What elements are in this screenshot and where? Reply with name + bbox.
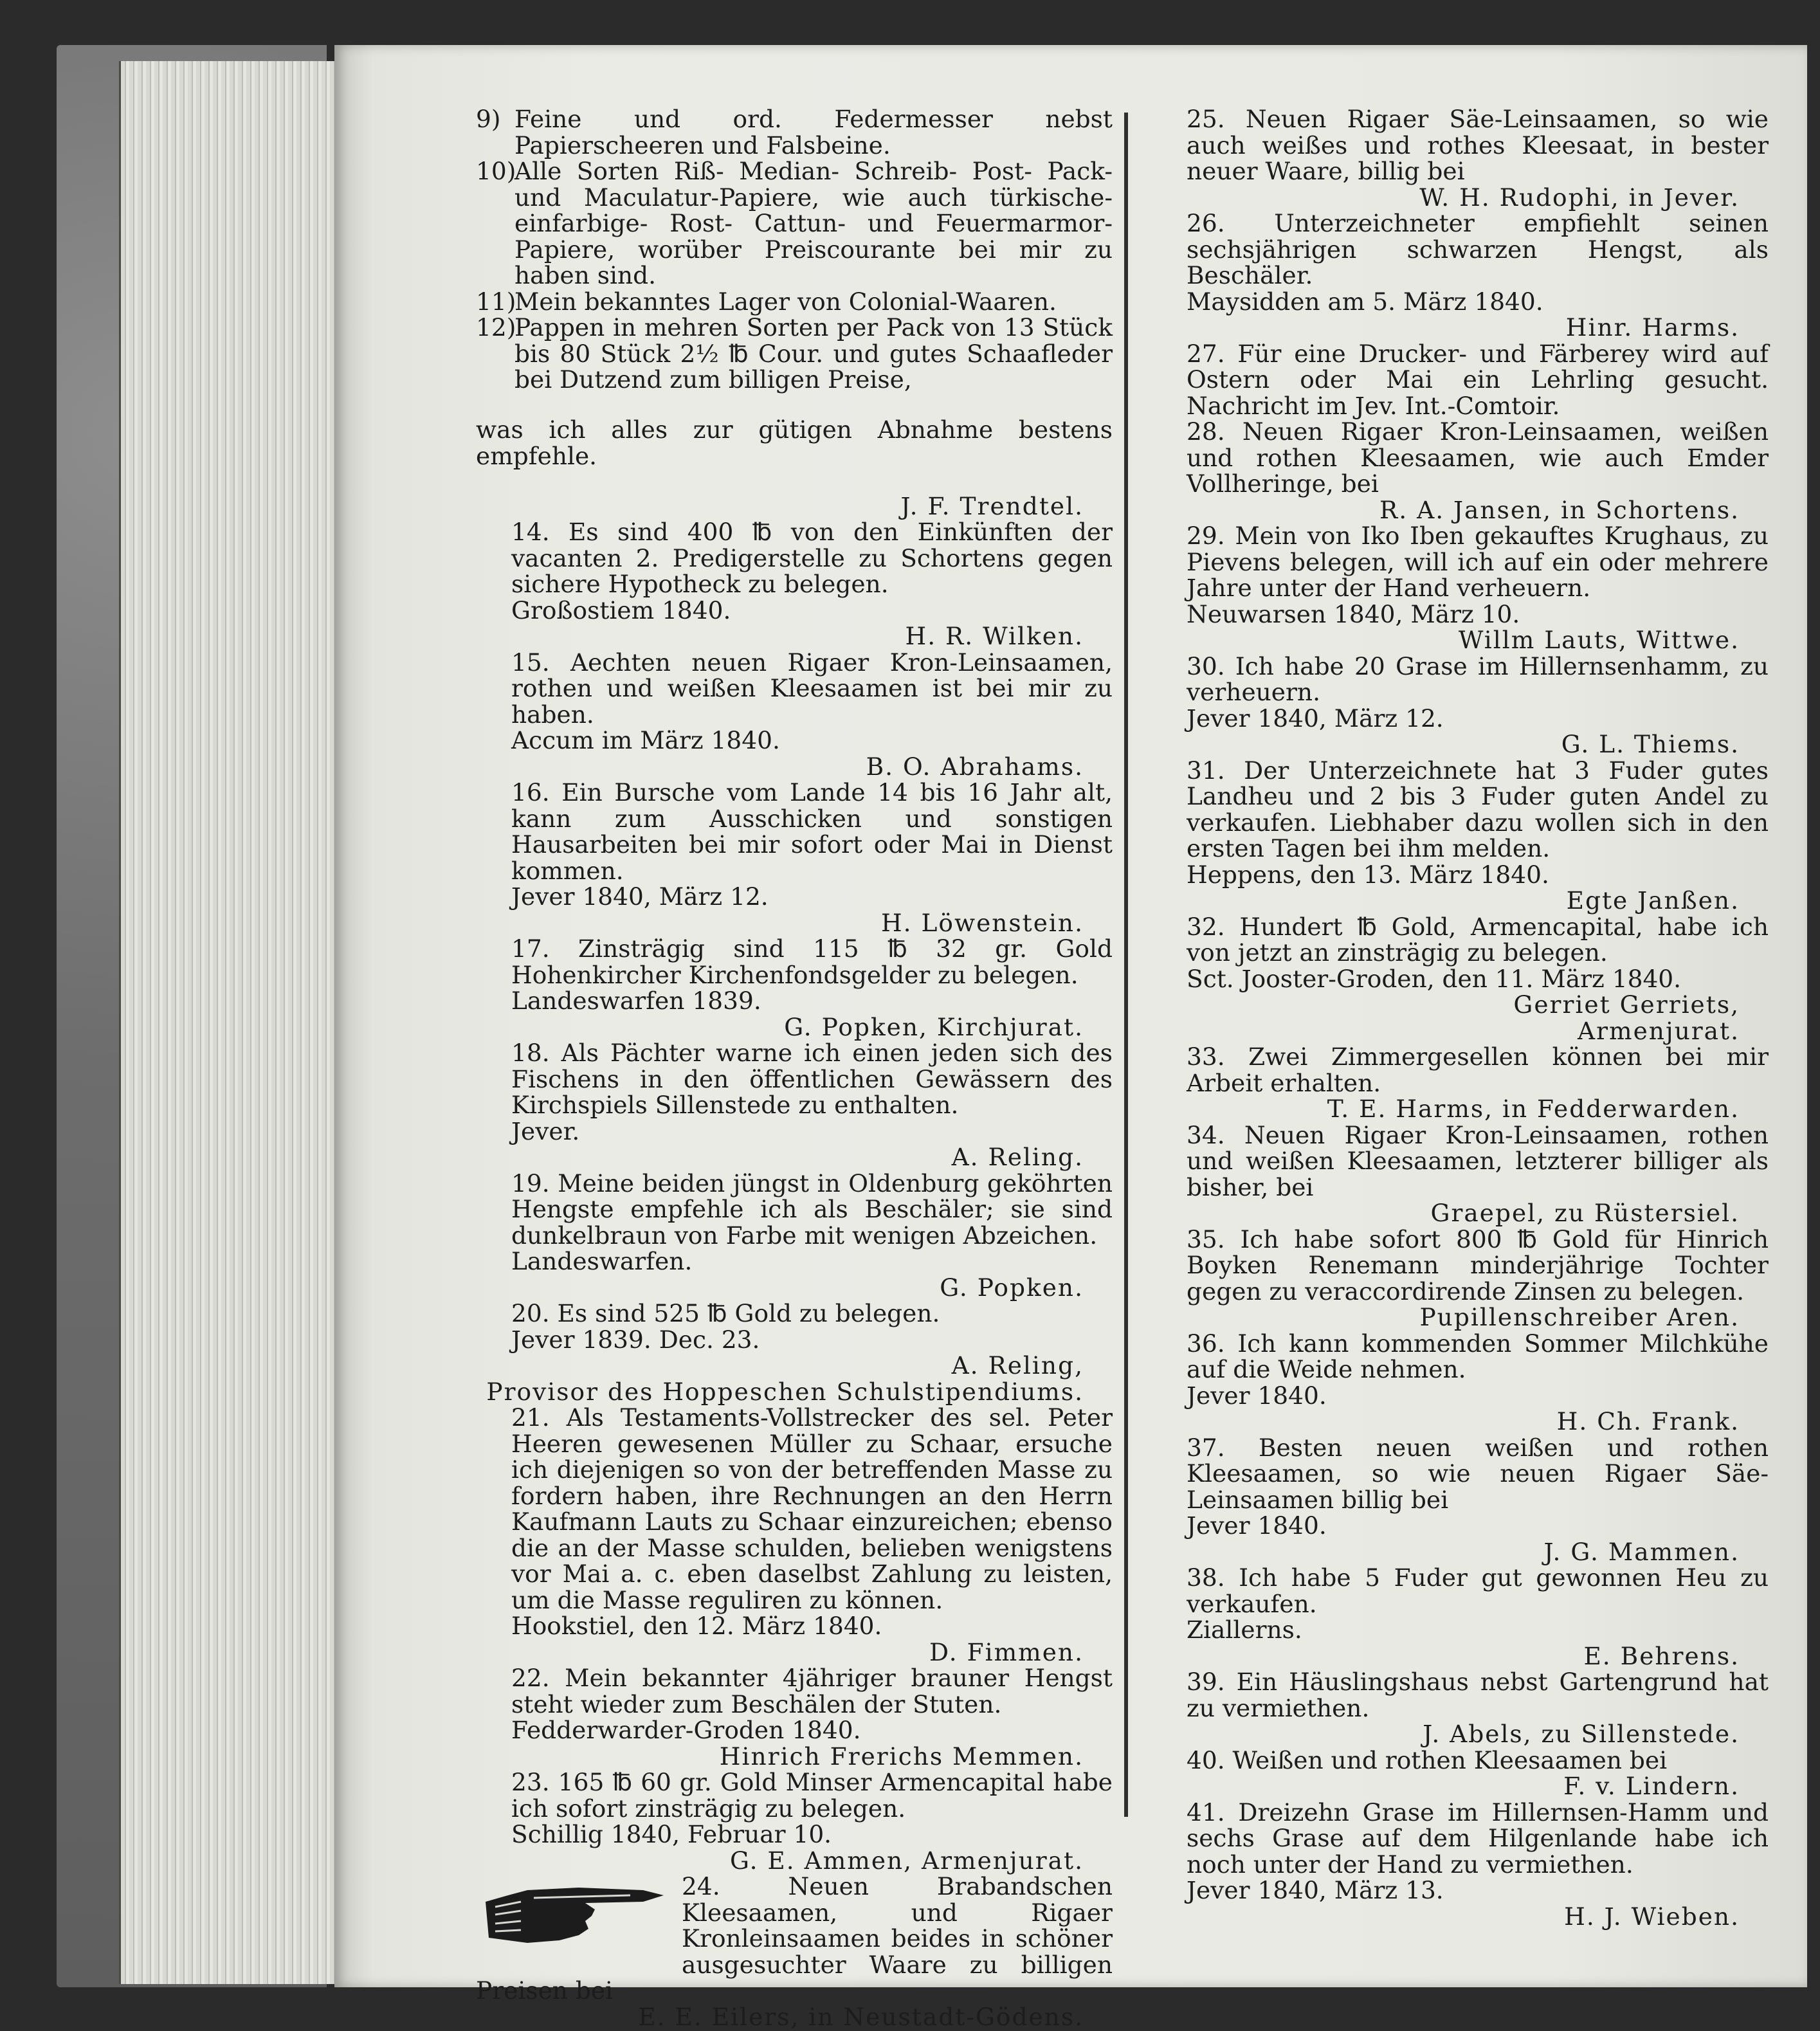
- signature: J. F. Trendtel.: [900, 491, 1084, 520]
- entry-text: 27. Für eine Drucker- und Färberey wird auf Ostern oder Mai ein Lehrling gesucht. Nachricht im Jev. Int.-Comtoir.: [1187, 339, 1769, 420]
- entry-text: 25. Neuen Rigaer Säe-Leinsaamen, so wie auch weißes und rothes Kleesaat, in bester neuer Waare, billig bei: [1187, 105, 1769, 185]
- place-date: Jever 1840, März 12.: [1187, 704, 1444, 733]
- entry-text: 17. Zinsträgig sind 115 ℔ 32 gr. Gold Hohenkircher Kirchenfondsgelder zu belegen.: [511, 934, 1113, 989]
- entry-text: 18. Als Pächter warne ich einen jeden sich des Fischens in den öffentlichen Gewässern des Kirchspiels Sillenstede zu enthalten.: [511, 1039, 1113, 1119]
- list-number: 11): [476, 287, 516, 316]
- signature: F. v. Lindern.: [1563, 1772, 1740, 1800]
- entry: [1151, 1435, 1769, 1565]
- right-column: [1151, 106, 1769, 1929]
- entry: [1151, 341, 1769, 419]
- entry: [476, 1040, 1113, 1170]
- list-number: 12): [476, 313, 516, 342]
- signature: Hinrich Frerichs Memmen.: [719, 1742, 1084, 1771]
- place-date: Jever 1840, März 13.: [1187, 1876, 1444, 1904]
- place-date: Jever 1840, März 12.: [511, 882, 769, 911]
- place-date: Sct. Jooster-Groden, den 11. März 1840.: [1187, 964, 1682, 993]
- signature: H. J. Wieben.: [1564, 1902, 1740, 1931]
- signature: H. Ch. Frank.: [1556, 1407, 1740, 1435]
- page-edges: [119, 61, 352, 1984]
- entry: [476, 1769, 1113, 1873]
- signature: Graepel, zu Rüstersiel.: [1430, 1199, 1740, 1227]
- place-date: Landeswarfen.: [511, 1247, 693, 1275]
- list-number: 10): [476, 157, 516, 185]
- signature: A. Reling.: [951, 1143, 1084, 1171]
- list-item: [476, 289, 1113, 315]
- entry-text: 22. Mein bekannter 4jähriger brauner Hengst steht wieder zum Beschälen der Stuten.: [511, 1664, 1113, 1718]
- entry: [476, 519, 1113, 650]
- list-closing: was ich alles zur gütigen Abnahme bestens empfehle.: [476, 415, 1113, 470]
- signature: J. G. Mammen.: [1543, 1537, 1740, 1566]
- entry: [1151, 523, 1769, 653]
- list-text: Feine und ord. Federmesser nebst Papierscheeren und Falsbeine.: [514, 105, 1113, 159]
- place-date: Heppens, den 13. März 1840.: [1187, 860, 1549, 889]
- entry-text: 33. Zwei Zimmergesellen können bei mir Arbeit erhalten.: [1187, 1043, 1769, 1097]
- list-item: [476, 158, 1113, 289]
- entry-text: 30. Ich habe 20 Grase im Hillernsenhamm, zu verheuern.: [1187, 651, 1769, 706]
- column-divider: [1124, 113, 1128, 1817]
- signature: Pupillenschreiber Aren.: [1419, 1303, 1740, 1331]
- entry: [1151, 758, 1769, 914]
- place-date: Schillig 1840, Februar 10.: [511, 1820, 832, 1848]
- entry-text: 32. Hundert ℔ Gold, Armencapital, habe ich von jetzt an zinsträgig zu belegen.: [1187, 912, 1769, 967]
- place-date: Fedderwarder-Groden 1840.: [511, 1716, 861, 1744]
- entry: [476, 936, 1113, 1040]
- signature: Egte Janßen.: [1566, 886, 1740, 915]
- entry-text: 24. Neuen Brabandschen Kleesaamen, und Rigaer Kronleinsaamen beides in schöner ausgesuchter Waare zu billigen Preisen bei: [476, 1872, 1113, 2005]
- entry-text: 35. Ich habe sofort 800 ℔ Gold für Hinrich Boyken Renemann minderjährige Tochter gegen zu veraccordirende Zinsen zu belegen.: [1187, 1225, 1769, 1306]
- signature: J. Abels, zu Sillenstede.: [1423, 1720, 1740, 1748]
- entry: [1151, 1226, 1769, 1331]
- signature: Armenjurat.: [1578, 1016, 1740, 1045]
- place-date: Großostiem 1840.: [511, 596, 731, 624]
- entry: [476, 1300, 1113, 1405]
- entry: [1151, 1799, 1769, 1930]
- entry-text: 31. Der Unterzeichnete hat 3 Fuder gutes Landheu und 2 bis 3 Fuder guten Andel zu verkaufen. Liebhaber dazu wollen sich in den ersten Tagen bei ihm melden.: [1187, 756, 1769, 862]
- left-entries: [476, 519, 1113, 1873]
- place-date: Jever.: [511, 1116, 580, 1145]
- signature: G. E. Ammen, Armenjurat.: [729, 1846, 1084, 1875]
- place-date: Neuwarsen 1840, März 10.: [1187, 599, 1520, 628]
- entry-text: 36. Ich kann kommenden Sommer Milchkühe auf die Weide nehmen.: [1187, 1329, 1769, 1383]
- signature: Gerriet Gerriets,: [1513, 990, 1740, 1019]
- left-column: [476, 106, 1113, 2030]
- entry-text: 28. Neuen Rigaer Kron-Leinsaamen, weißen und rothen Kleesaamen, wie auch Emder Vollheringe, bei: [1187, 417, 1769, 498]
- entry: [1151, 914, 1769, 1044]
- signature: G. L. Thiems.: [1561, 730, 1740, 758]
- list-text: Alle Sorten Riß- Median- Schreib- Post- Pack- und Maculatur-Papiere, wie auch türkische- einfarbige- Rost- Cattun- und Feuermarmor-Papiere, worüber Preiscourante bei mir zu haben sind.: [514, 157, 1113, 289]
- entry: [1151, 1122, 1769, 1226]
- place-date: Landeswarfen 1839.: [511, 987, 761, 1015]
- list-text: Mein bekanntes Lager von Colonial-Waaren.: [514, 287, 1057, 316]
- entry-text: 16. Ein Bursche vom Lande 14 bis 16 Jahr alt, kann zum Ausschicken und sonstigen Hausarbeiten bei mir sofort oder Mai in Dienst kommen.: [511, 778, 1113, 885]
- signature: G. Popken, Kirchjurat.: [784, 1012, 1084, 1041]
- entry: [1151, 106, 1769, 210]
- signature: R. A. Jansen, in Schortens.: [1379, 495, 1740, 524]
- entry-text: 15. Aechten neuen Rigaer Kron-Leinsaamen, rothen und weißen Kleesaamen ist bei mir zu haben.: [511, 648, 1113, 729]
- entry: [476, 779, 1113, 936]
- entry-text: 23. 165 ℔ 60 gr. Gold Minser Armencapital habe ich sofort zinsträgig zu belegen.: [511, 1768, 1113, 1823]
- list-item: [476, 314, 1113, 393]
- place-date: Jever 1839. Dec. 23.: [511, 1325, 760, 1354]
- entry: [476, 1405, 1113, 1665]
- entry-text: 40. Weißen und rothen Kleesaamen bei: [1187, 1745, 1668, 1774]
- signature: W. H. Rudophi, in Jever.: [1419, 183, 1740, 212]
- entry: [1151, 210, 1769, 341]
- entry-text: 21. Als Testaments-Vollstrecker des sel. Peter Heeren gewesenen Müller zu Schaar, ersuche ich diejenigen so von der betreffenden Masse zu fordern haben, ihre Rechnungen an den Herrn Kaufmann Lauts zu Schaar einzureichen; ebenso die an der Masse schulden, belieben wenigstens vor Mai a. c. eben daselbst Zahlung zu leisten, um die Masse reguliren zu können.: [511, 1403, 1113, 1614]
- signature: Willm Lauts, Wittwe.: [1458, 626, 1740, 654]
- entry-text: 38. Ich habe 5 Fuder gut gewonnen Heu zu verkaufen.: [1187, 1563, 1769, 1618]
- list-text: Pappen in mehren Sorten per Pack von 13 Stück bis 80 Stück 2½ ℔ Cour. und gutes Schaafleder bei Dutzend zum billigen Preise,: [514, 313, 1113, 394]
- entry-text: 20. Es sind 525 ℔ Gold zu belegen.: [511, 1299, 940, 1327]
- place-date: Ziallerns.: [1187, 1616, 1302, 1644]
- signature: H. R. Wilken.: [905, 622, 1084, 650]
- pointing-hand-icon: [482, 1876, 669, 1953]
- place-date: Jever 1840.: [1187, 1511, 1327, 1540]
- entry-text: 14. Es sind 400 ℔ von den Einkünften der vacanten 2. Predigerstelle zu Schortens gegen sichere Hypotheck zu belegen.: [511, 518, 1113, 598]
- entry: [1151, 1565, 1769, 1669]
- entry-text: 41. Dreizehn Grase im Hillernsen-Hamm und sechs Grase auf dem Hilgenlande habe ich noch unter der Hand zu vermiethen.: [1187, 1798, 1769, 1879]
- signature: E. Behrens.: [1583, 1641, 1740, 1670]
- entry: [1151, 1747, 1769, 1799]
- signature: T. E. Harms, in Fedderwarden.: [1327, 1095, 1740, 1123]
- entry: [1151, 1044, 1769, 1122]
- signature: Hinr. Harms.: [1565, 313, 1740, 342]
- place-date: Hookstiel, den 12. März 1840.: [511, 1612, 882, 1640]
- right-entries: [1151, 106, 1769, 1929]
- signature: E. E. Eilers, in Neustadt-Gödens.: [638, 2002, 1084, 2031]
- entry-text: 39. Ein Häuslingshaus nebst Gartengrund hat zu vermiethen.: [1187, 1668, 1769, 1722]
- signature: A. Reling,: [951, 1351, 1084, 1380]
- signature: G. Popken.: [940, 1273, 1084, 1302]
- entry-text: 37. Besten neuen weißen und rothen Kleesaamen, so wie neuen Rigaer Säe-Leinsaamen billig bei: [1187, 1433, 1769, 1514]
- entry: [476, 650, 1113, 780]
- entry-text: 34. Neuen Rigaer Kron-Leinsaamen, rothen und weißen Kleesaamen, letzterer billiger als bisher, bei: [1187, 1120, 1769, 1201]
- entry-text: 29. Mein von Iko Iben gekauftes Krughaus, zu Pievens belegen, will ich auf ein oder mehrere Jahre unter der Hand verheuern.: [1187, 522, 1769, 602]
- entry-text: 26. Unterzeichneter empfiehlt seinen sechsjährigen schwarzen Hengst, als Beschäler.: [1187, 209, 1769, 289]
- signature: D. Fimmen.: [929, 1637, 1084, 1666]
- entry-text: 19. Meine beiden jüngst in Oldenburg geköhrten Hengste empfehle ich als Beschäler; sie sind dunkelbraun von Farbe mit wenigen Abzeichen.: [511, 1169, 1113, 1250]
- entry: [476, 1170, 1113, 1301]
- entry: [1151, 419, 1769, 523]
- signature: Provisor des Hoppeschen Schulstipendiums.: [486, 1377, 1084, 1406]
- list-number: 9): [476, 105, 501, 133]
- place-date: Jever 1840.: [1187, 1381, 1327, 1410]
- entry: [1151, 653, 1769, 758]
- signature: H. Löwenstein.: [880, 908, 1084, 937]
- signature: B. O. Abrahams.: [866, 752, 1084, 781]
- entry: [476, 1665, 1113, 1769]
- entry: [1151, 1331, 1769, 1435]
- entry: [1151, 1669, 1769, 1747]
- entry-24: [476, 1873, 1113, 2030]
- place-date: Accum im März 1840.: [511, 726, 780, 754]
- list-item: [476, 106, 1113, 158]
- place-date: Maysidden am 5. März 1840.: [1187, 287, 1543, 316]
